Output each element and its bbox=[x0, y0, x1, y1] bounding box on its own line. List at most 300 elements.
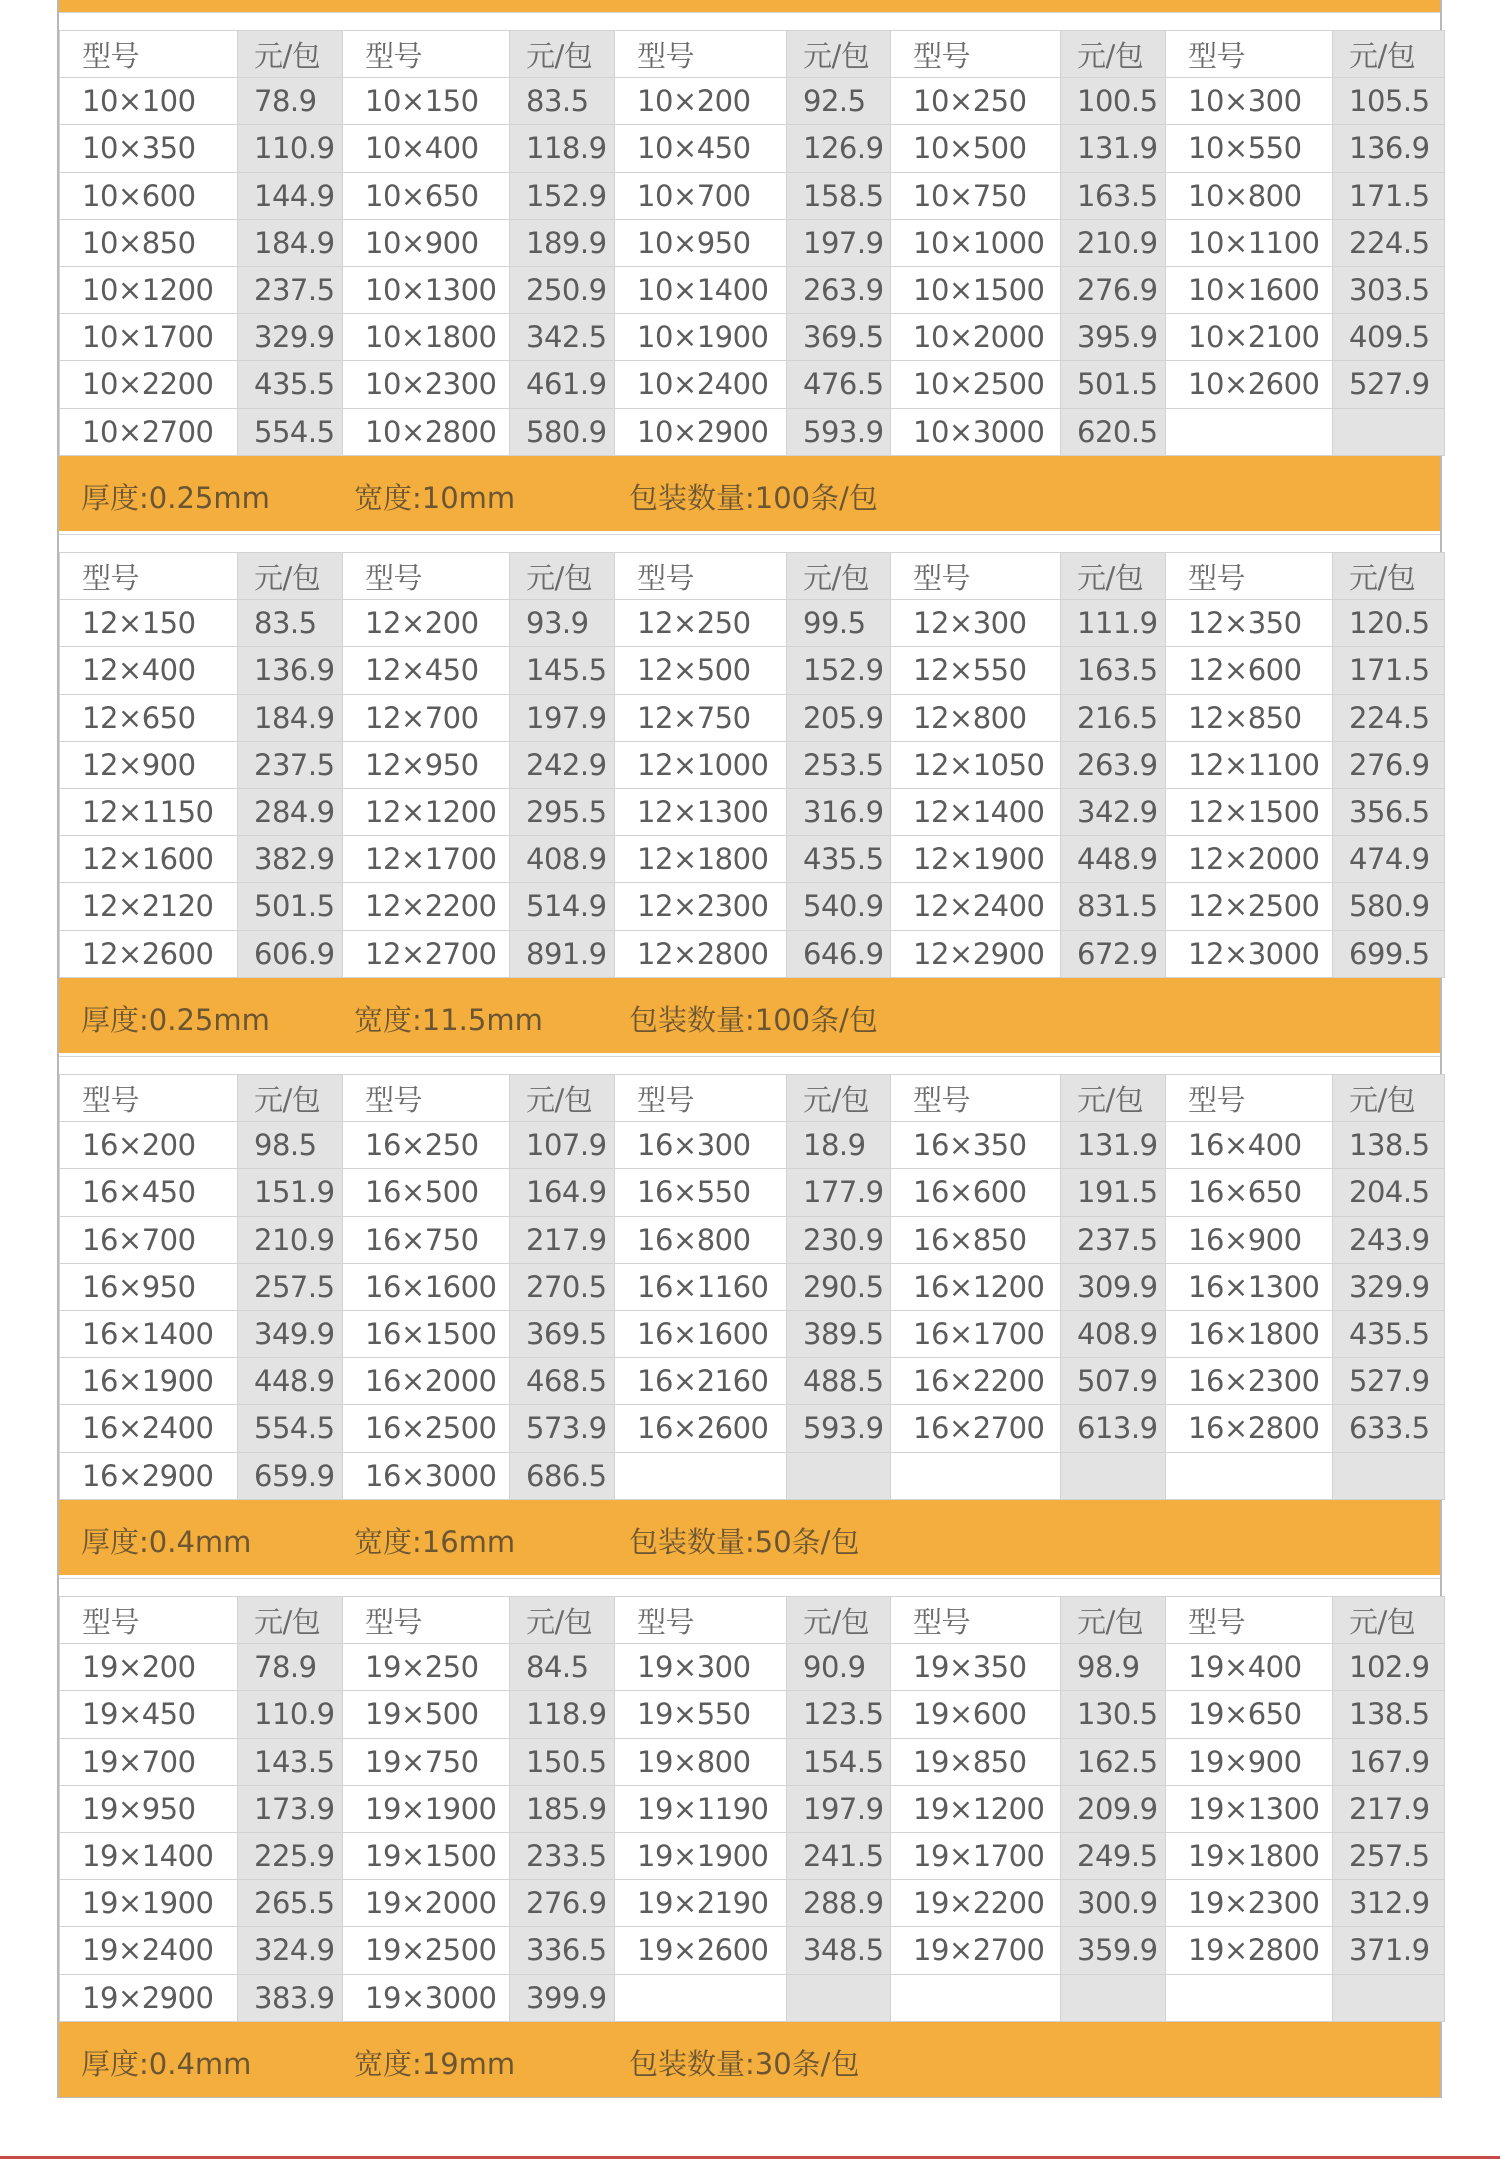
model-cell: 12×750 bbox=[615, 694, 787, 741]
model-cell: 19×1300 bbox=[1166, 1785, 1333, 1832]
price-header: 元/包 bbox=[1333, 1075, 1445, 1122]
price-cell bbox=[787, 1974, 891, 2021]
model-cell: 19×2190 bbox=[615, 1880, 787, 1927]
table-row bbox=[60, 1691, 1445, 1738]
price-header: 元/包 bbox=[787, 1597, 891, 1644]
model-cell: 16×1600 bbox=[615, 1310, 787, 1357]
model-header: 型号 bbox=[1166, 553, 1333, 600]
table-row bbox=[60, 1880, 1445, 1927]
price-header: 元/包 bbox=[510, 553, 615, 600]
model-cell: 16×2300 bbox=[1166, 1358, 1333, 1405]
price-cell bbox=[787, 1452, 891, 1499]
model-cell: 12×150 bbox=[60, 600, 238, 647]
price-cell: 224.5 bbox=[1333, 219, 1445, 266]
model-cell: 12×1600 bbox=[60, 836, 238, 883]
model-cell: 19×1900 bbox=[615, 1832, 787, 1879]
table-row bbox=[60, 1452, 1445, 1499]
model-header: 型号 bbox=[1166, 1597, 1333, 1644]
price-cell: 105.5 bbox=[1333, 78, 1445, 125]
price-cell: 409.5 bbox=[1333, 314, 1445, 361]
price-cell: 383.9 bbox=[238, 1974, 343, 2021]
price-cell: 263.9 bbox=[1061, 741, 1166, 788]
price-cell: 177.9 bbox=[787, 1169, 891, 1216]
price-cell: 158.5 bbox=[787, 172, 891, 219]
price-cell: 514.9 bbox=[510, 883, 615, 930]
model-cell: 16×2160 bbox=[615, 1358, 787, 1405]
model-cell: 10×1800 bbox=[343, 314, 510, 361]
model-header: 型号 bbox=[343, 31, 510, 78]
model-cell: 12×250 bbox=[615, 600, 787, 647]
model-cell bbox=[1166, 1974, 1333, 2021]
model-cell: 19×1900 bbox=[343, 1785, 510, 1832]
table-row bbox=[60, 1358, 1445, 1405]
price-cell: 474.9 bbox=[1333, 836, 1445, 883]
price-section bbox=[59, 534, 1440, 1053]
price-cell: 290.5 bbox=[787, 1263, 891, 1310]
price-cell: 138.5 bbox=[1333, 1122, 1445, 1169]
price-cell: 250.9 bbox=[510, 266, 615, 313]
price-cell: 891.9 bbox=[510, 930, 615, 977]
price-cell: 83.5 bbox=[510, 78, 615, 125]
thickness-label: 厚度:0.25mm bbox=[81, 480, 270, 515]
model-cell: 16×2500 bbox=[343, 1405, 510, 1452]
price-cell: 242.9 bbox=[510, 741, 615, 788]
price-header: 元/包 bbox=[238, 31, 343, 78]
model-cell: 16×2800 bbox=[1166, 1405, 1333, 1452]
price-cell: 171.5 bbox=[1333, 647, 1445, 694]
price-cell: 527.9 bbox=[1333, 361, 1445, 408]
table-row bbox=[60, 1785, 1445, 1832]
price-cell: 225.9 bbox=[238, 1832, 343, 1879]
model-cell: 10×1100 bbox=[1166, 219, 1333, 266]
price-cell: 171.5 bbox=[1333, 172, 1445, 219]
model-cell bbox=[891, 1452, 1061, 1499]
spec-footer bbox=[59, 2022, 1440, 2097]
price-cell: 138.5 bbox=[1333, 1691, 1445, 1738]
model-cell: 16×1500 bbox=[343, 1310, 510, 1357]
top-orange-band bbox=[59, 0, 1440, 12]
price-cell: 191.5 bbox=[1061, 1169, 1166, 1216]
price-cell bbox=[1333, 1452, 1445, 1499]
model-cell: 19×200 bbox=[60, 1644, 238, 1691]
model-cell: 12×2200 bbox=[343, 883, 510, 930]
price-cell: 329.9 bbox=[1333, 1263, 1445, 1310]
header-row bbox=[60, 1075, 1445, 1122]
price-cell: 257.5 bbox=[238, 1263, 343, 1310]
price-cell: 435.5 bbox=[1333, 1310, 1445, 1357]
price-cell: 164.9 bbox=[510, 1169, 615, 1216]
table-row bbox=[60, 78, 1445, 125]
price-cell: 237.5 bbox=[1061, 1216, 1166, 1263]
price-header: 元/包 bbox=[510, 1597, 615, 1644]
price-cell: 389.5 bbox=[787, 1310, 891, 1357]
model-cell: 10×950 bbox=[615, 219, 787, 266]
price-cell: 197.9 bbox=[787, 219, 891, 266]
model-header: 型号 bbox=[343, 1075, 510, 1122]
model-cell: 10×850 bbox=[60, 219, 238, 266]
price-header: 元/包 bbox=[1333, 553, 1445, 600]
model-cell: 12×550 bbox=[891, 647, 1061, 694]
table-row bbox=[60, 1974, 1445, 2021]
price-cell: 593.9 bbox=[787, 408, 891, 455]
price-cell: 210.9 bbox=[1061, 219, 1166, 266]
model-cell: 19×1190 bbox=[615, 1785, 787, 1832]
price-cell: 93.9 bbox=[510, 600, 615, 647]
price-cell: 150.5 bbox=[510, 1738, 615, 1785]
price-cell: 580.9 bbox=[510, 408, 615, 455]
model-cell: 16×500 bbox=[343, 1169, 510, 1216]
quantity-label: 包装数量:100条/包 bbox=[629, 480, 878, 515]
model-header: 型号 bbox=[615, 31, 787, 78]
price-cell: 329.9 bbox=[238, 314, 343, 361]
price-cell: 300.9 bbox=[1061, 1880, 1166, 1927]
price-cell: 167.9 bbox=[1333, 1738, 1445, 1785]
price-table bbox=[59, 30, 1445, 456]
model-cell: 10×400 bbox=[343, 125, 510, 172]
price-cell: 369.5 bbox=[787, 314, 891, 361]
price-header: 元/包 bbox=[238, 1597, 343, 1644]
model-cell: 16×1160 bbox=[615, 1263, 787, 1310]
table-row bbox=[60, 1927, 1445, 1974]
price-cell: 348.5 bbox=[787, 1927, 891, 1974]
model-cell: 12×450 bbox=[343, 647, 510, 694]
price-cell bbox=[1333, 408, 1445, 455]
price-cell: 270.5 bbox=[510, 1263, 615, 1310]
model-cell: 16×3000 bbox=[343, 1452, 510, 1499]
model-cell: 16×450 bbox=[60, 1169, 238, 1216]
model-cell: 12×2300 bbox=[615, 883, 787, 930]
price-cell: 382.9 bbox=[238, 836, 343, 883]
price-cell: 501.5 bbox=[1061, 361, 1166, 408]
table-row bbox=[60, 836, 1445, 883]
quantity-label: 包装数量:100条/包 bbox=[629, 1002, 878, 1037]
quantity-label: 包装数量:50条/包 bbox=[629, 1524, 860, 1559]
price-header: 元/包 bbox=[238, 1075, 343, 1122]
model-cell: 16×1600 bbox=[343, 1263, 510, 1310]
table-row bbox=[60, 314, 1445, 361]
model-cell: 19×1500 bbox=[343, 1832, 510, 1879]
price-cell: 395.9 bbox=[1061, 314, 1166, 361]
price-cell: 152.9 bbox=[510, 172, 615, 219]
model-cell: 10×800 bbox=[1166, 172, 1333, 219]
model-header: 型号 bbox=[60, 31, 238, 78]
model-cell: 16×1900 bbox=[60, 1358, 238, 1405]
model-cell: 12×500 bbox=[615, 647, 787, 694]
price-cell: 173.9 bbox=[238, 1785, 343, 1832]
price-cell: 92.5 bbox=[787, 78, 891, 125]
table-row bbox=[60, 788, 1445, 835]
price-cell: 152.9 bbox=[787, 647, 891, 694]
model-cell: 19×600 bbox=[891, 1691, 1061, 1738]
model-cell: 16×400 bbox=[1166, 1122, 1333, 1169]
model-cell: 10×900 bbox=[343, 219, 510, 266]
price-cell: 145.5 bbox=[510, 647, 615, 694]
table-row bbox=[60, 647, 1445, 694]
width-label: 宽度:11.5mm bbox=[354, 1002, 543, 1037]
price-section bbox=[59, 12, 1440, 531]
model-cell: 10×1500 bbox=[891, 266, 1061, 313]
spec-footer bbox=[59, 456, 1440, 531]
model-cell: 10×1900 bbox=[615, 314, 787, 361]
price-cell: 131.9 bbox=[1061, 1122, 1166, 1169]
price-cell: 540.9 bbox=[787, 883, 891, 930]
price-cell: 461.9 bbox=[510, 361, 615, 408]
price-cell: 18.9 bbox=[787, 1122, 891, 1169]
model-cell: 16×750 bbox=[343, 1216, 510, 1263]
price-cell: 646.9 bbox=[787, 930, 891, 977]
price-cell: 130.5 bbox=[1061, 1691, 1166, 1738]
price-cell: 356.5 bbox=[1333, 788, 1445, 835]
price-cell: 276.9 bbox=[1333, 741, 1445, 788]
model-cell: 16×1700 bbox=[891, 1310, 1061, 1357]
price-cell: 369.5 bbox=[510, 1310, 615, 1357]
model-cell: 12×1800 bbox=[615, 836, 787, 883]
price-cell: 78.9 bbox=[238, 1644, 343, 1691]
price-header: 元/包 bbox=[510, 1075, 615, 1122]
price-cell: 184.9 bbox=[238, 219, 343, 266]
table-row bbox=[60, 600, 1445, 647]
price-cell: 408.9 bbox=[510, 836, 615, 883]
price-cell: 686.5 bbox=[510, 1452, 615, 1499]
price-cell: 257.5 bbox=[1333, 1832, 1445, 1879]
model-cell: 12×2700 bbox=[343, 930, 510, 977]
model-cell: 16×950 bbox=[60, 1263, 238, 1310]
model-cell: 19×900 bbox=[1166, 1738, 1333, 1785]
thickness-label: 厚度:0.25mm bbox=[81, 1002, 270, 1037]
price-cell: 593.9 bbox=[787, 1405, 891, 1452]
price-cell: 349.9 bbox=[238, 1310, 343, 1357]
price-header: 元/包 bbox=[1333, 31, 1445, 78]
model-cell: 19×850 bbox=[891, 1738, 1061, 1785]
model-cell: 10×2000 bbox=[891, 314, 1061, 361]
model-cell: 16×800 bbox=[615, 1216, 787, 1263]
price-cell bbox=[1061, 1974, 1166, 2021]
model-cell: 12×2400 bbox=[891, 883, 1061, 930]
price-cell: 672.9 bbox=[1061, 930, 1166, 977]
model-cell: 12×1000 bbox=[615, 741, 787, 788]
model-cell: 12×3000 bbox=[1166, 930, 1333, 977]
price-cell: 312.9 bbox=[1333, 1880, 1445, 1927]
price-cell: 162.5 bbox=[1061, 1738, 1166, 1785]
section-divider bbox=[59, 12, 1440, 30]
model-cell: 10×100 bbox=[60, 78, 238, 125]
price-cell: 507.9 bbox=[1061, 1358, 1166, 1405]
model-cell: 10×200 bbox=[615, 78, 787, 125]
model-cell: 16×2600 bbox=[615, 1405, 787, 1452]
model-cell: 16×200 bbox=[60, 1122, 238, 1169]
model-cell: 16×2900 bbox=[60, 1452, 238, 1499]
model-cell: 16×1800 bbox=[1166, 1310, 1333, 1357]
price-cell: 276.9 bbox=[510, 1880, 615, 1927]
model-cell: 19×2700 bbox=[891, 1927, 1061, 1974]
model-cell: 19×2900 bbox=[60, 1974, 238, 2021]
price-cell: 554.5 bbox=[238, 408, 343, 455]
price-cell: 100.5 bbox=[1061, 78, 1166, 125]
price-cell: 309.9 bbox=[1061, 1263, 1166, 1310]
table-row bbox=[60, 1216, 1445, 1263]
model-cell: 10×600 bbox=[60, 172, 238, 219]
table-row bbox=[60, 1738, 1445, 1785]
price-cell: 185.9 bbox=[510, 1785, 615, 1832]
model-cell: 16×700 bbox=[60, 1216, 238, 1263]
price-cell: 243.9 bbox=[1333, 1216, 1445, 1263]
table-row bbox=[60, 694, 1445, 741]
model-cell: 16×1200 bbox=[891, 1263, 1061, 1310]
model-cell: 10×2300 bbox=[343, 361, 510, 408]
price-section bbox=[59, 1056, 1440, 1575]
model-cell: 10×500 bbox=[891, 125, 1061, 172]
price-table bbox=[59, 1074, 1445, 1500]
model-cell: 10×1600 bbox=[1166, 266, 1333, 313]
model-cell: 10×350 bbox=[60, 125, 238, 172]
price-header: 元/包 bbox=[1061, 31, 1166, 78]
model-cell: 10×1000 bbox=[891, 219, 1061, 266]
table-row bbox=[60, 1169, 1445, 1216]
model-cell: 16×550 bbox=[615, 1169, 787, 1216]
model-header: 型号 bbox=[1166, 31, 1333, 78]
price-cell: 107.9 bbox=[510, 1122, 615, 1169]
model-header: 型号 bbox=[615, 1075, 787, 1122]
model-cell: 12×2120 bbox=[60, 883, 238, 930]
model-header: 型号 bbox=[343, 553, 510, 600]
price-cell: 230.9 bbox=[787, 1216, 891, 1263]
price-cell: 197.9 bbox=[510, 694, 615, 741]
model-cell: 12×1300 bbox=[615, 788, 787, 835]
price-cell: 342.9 bbox=[1061, 788, 1166, 835]
model-cell: 10×150 bbox=[343, 78, 510, 125]
model-cell bbox=[1166, 408, 1333, 455]
width-label: 宽度:10mm bbox=[354, 480, 516, 515]
model-cell: 12×300 bbox=[891, 600, 1061, 647]
model-cell: 19×500 bbox=[343, 1691, 510, 1738]
price-cell: 217.9 bbox=[1333, 1785, 1445, 1832]
price-cell: 163.5 bbox=[1061, 172, 1166, 219]
model-cell: 16×2700 bbox=[891, 1405, 1061, 1452]
price-cell: 84.5 bbox=[510, 1644, 615, 1691]
model-header: 型号 bbox=[891, 31, 1061, 78]
model-cell: 10×750 bbox=[891, 172, 1061, 219]
table-row bbox=[60, 741, 1445, 788]
price-cell: 98.9 bbox=[1061, 1644, 1166, 1691]
price-cell: 316.9 bbox=[787, 788, 891, 835]
model-cell: 16×250 bbox=[343, 1122, 510, 1169]
price-cell: 435.5 bbox=[787, 836, 891, 883]
price-cell: 324.9 bbox=[238, 1927, 343, 1974]
price-cell: 237.5 bbox=[238, 266, 343, 313]
model-cell: 10×450 bbox=[615, 125, 787, 172]
price-cell: 263.9 bbox=[787, 266, 891, 313]
table-row bbox=[60, 219, 1445, 266]
price-header: 元/包 bbox=[1061, 1597, 1166, 1644]
model-cell: 12×1700 bbox=[343, 836, 510, 883]
model-header: 型号 bbox=[60, 1075, 238, 1122]
price-cell: 699.5 bbox=[1333, 930, 1445, 977]
model-cell: 19×2300 bbox=[1166, 1880, 1333, 1927]
model-cell: 12×1100 bbox=[1166, 741, 1333, 788]
price-cell: 336.5 bbox=[510, 1927, 615, 1974]
model-cell: 12×800 bbox=[891, 694, 1061, 741]
model-cell: 19×3000 bbox=[343, 1974, 510, 2021]
model-cell: 12×950 bbox=[343, 741, 510, 788]
price-cell: 288.9 bbox=[787, 1880, 891, 1927]
model-cell: 10×1400 bbox=[615, 266, 787, 313]
table-row bbox=[60, 1644, 1445, 1691]
price-cell: 102.9 bbox=[1333, 1644, 1445, 1691]
price-cell: 151.9 bbox=[238, 1169, 343, 1216]
price-cell: 573.9 bbox=[510, 1405, 615, 1452]
price-table bbox=[59, 1596, 1445, 2022]
model-cell: 19×1200 bbox=[891, 1785, 1061, 1832]
header-row bbox=[60, 31, 1445, 78]
price-cell: 111.9 bbox=[1061, 600, 1166, 647]
model-cell: 12×1500 bbox=[1166, 788, 1333, 835]
price-cell: 210.9 bbox=[238, 1216, 343, 1263]
table-row bbox=[60, 1122, 1445, 1169]
price-cell: 99.5 bbox=[787, 600, 891, 647]
model-cell: 16×2200 bbox=[891, 1358, 1061, 1405]
model-cell bbox=[891, 1974, 1061, 2021]
model-cell: 16×1300 bbox=[1166, 1263, 1333, 1310]
model-cell: 19×400 bbox=[1166, 1644, 1333, 1691]
price-cell: 224.5 bbox=[1333, 694, 1445, 741]
price-cell: 233.5 bbox=[510, 1832, 615, 1879]
table-row bbox=[60, 172, 1445, 219]
model-cell: 10×2700 bbox=[60, 408, 238, 455]
model-cell: 16×2000 bbox=[343, 1358, 510, 1405]
price-cell: 408.9 bbox=[1061, 1310, 1166, 1357]
price-cell: 118.9 bbox=[510, 1691, 615, 1738]
model-cell: 19×550 bbox=[615, 1691, 787, 1738]
model-cell bbox=[615, 1974, 787, 2021]
price-cell: 163.5 bbox=[1061, 647, 1166, 694]
model-cell: 10×700 bbox=[615, 172, 787, 219]
price-cell: 136.9 bbox=[1333, 125, 1445, 172]
model-header: 型号 bbox=[615, 553, 787, 600]
table-row bbox=[60, 1263, 1445, 1310]
model-cell: 19×1700 bbox=[891, 1832, 1061, 1879]
price-cell: 78.9 bbox=[238, 78, 343, 125]
model-header: 型号 bbox=[1166, 1075, 1333, 1122]
model-cell: 12×600 bbox=[1166, 647, 1333, 694]
price-header: 元/包 bbox=[787, 1075, 891, 1122]
model-cell: 16×350 bbox=[891, 1122, 1061, 1169]
model-cell: 19×300 bbox=[615, 1644, 787, 1691]
model-cell: 10×1700 bbox=[60, 314, 238, 361]
price-cell: 197.9 bbox=[787, 1785, 891, 1832]
price-cell: 633.5 bbox=[1333, 1405, 1445, 1452]
width-label: 宽度:19mm bbox=[354, 2046, 516, 2081]
price-cell: 83.5 bbox=[238, 600, 343, 647]
price-cell: 123.5 bbox=[787, 1691, 891, 1738]
price-cell: 501.5 bbox=[238, 883, 343, 930]
model-cell: 12×700 bbox=[343, 694, 510, 741]
price-cell: 488.5 bbox=[787, 1358, 891, 1405]
model-cell: 19×650 bbox=[1166, 1691, 1333, 1738]
model-cell: 10×2400 bbox=[615, 361, 787, 408]
model-cell: 16×650 bbox=[1166, 1169, 1333, 1216]
price-cell: 613.9 bbox=[1061, 1405, 1166, 1452]
model-cell: 12×2800 bbox=[615, 930, 787, 977]
price-cell: 606.9 bbox=[238, 930, 343, 977]
price-cell: 265.5 bbox=[238, 1880, 343, 1927]
model-cell: 12×400 bbox=[60, 647, 238, 694]
model-cell: 10×2100 bbox=[1166, 314, 1333, 361]
model-cell: 10×2800 bbox=[343, 408, 510, 455]
model-cell: 19×750 bbox=[343, 1738, 510, 1785]
price-cell: 342.5 bbox=[510, 314, 615, 361]
model-header: 型号 bbox=[60, 553, 238, 600]
table-row bbox=[60, 125, 1445, 172]
